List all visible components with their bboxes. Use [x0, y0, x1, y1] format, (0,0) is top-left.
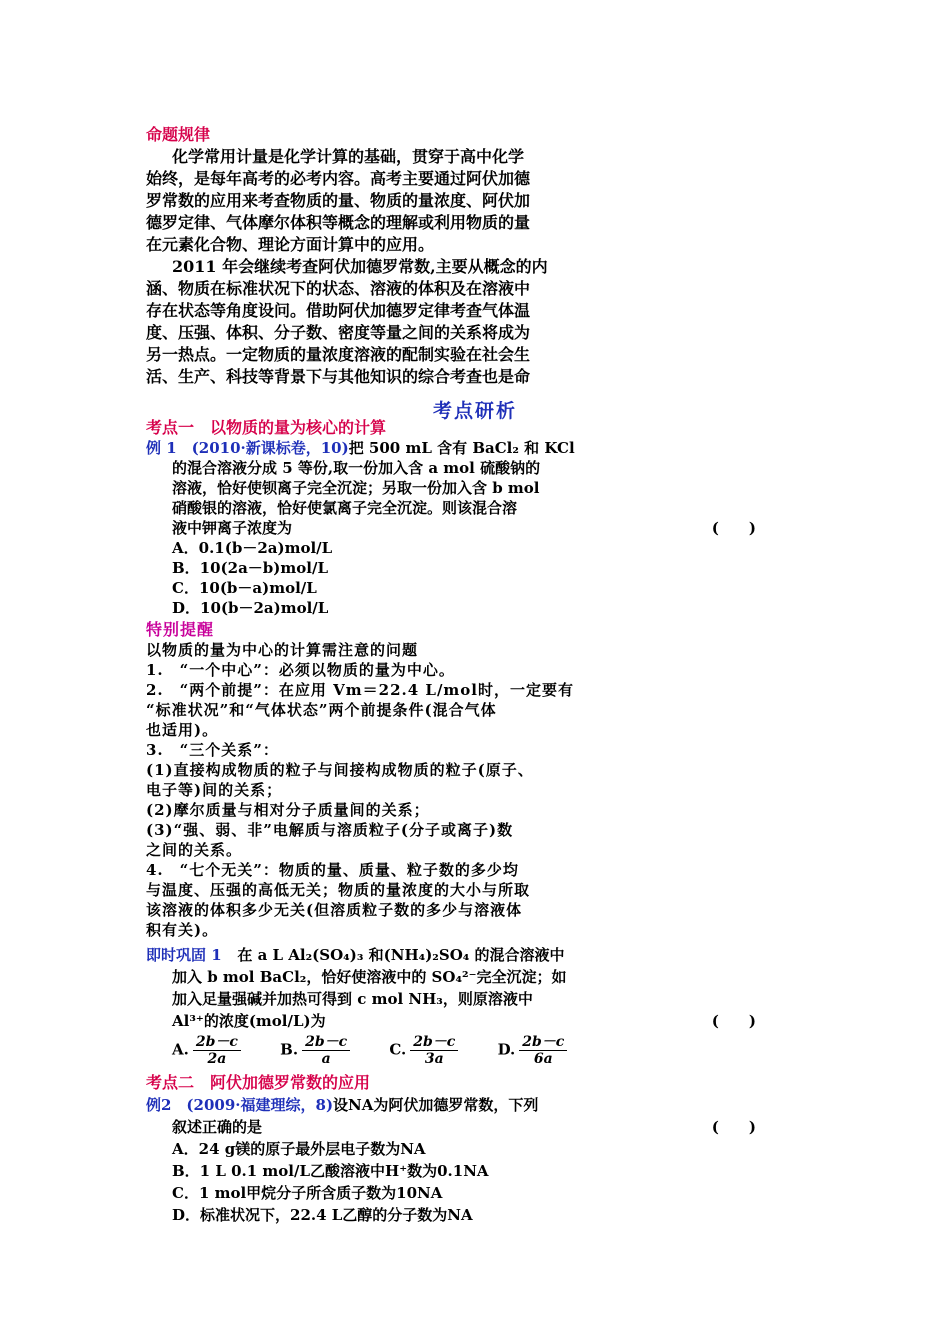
fraction-denominator: 6a — [533, 1051, 553, 1067]
fraction-numerator: 2b－c — [193, 1034, 241, 1051]
practice1-line: Al³⁺的浓度(mol/L)为 — [172, 1012, 326, 1030]
answer-paren: ( ) — [711, 519, 756, 537]
reminder-line: 与温度、压强的高低无关；物质的量浓度的大小与所取 — [146, 881, 531, 899]
reminder-line: 电子等)间的关系； — [146, 781, 283, 799]
reminder-line: 也适用)。 — [146, 721, 219, 739]
rule-p2-line: 度、压强、体积、分子数、密度等量之间的关系将成为 — [146, 323, 531, 342]
practice1-line: 加入 b mol BaCl₂，恰好使溶液中的 SO₄²⁻完全沉淀；如 — [172, 968, 567, 986]
reminder-line: (3)“强、弱、非”电解质与溶质粒子(分子或离子)数 — [146, 821, 514, 839]
reminder-line: 4. “七个无关”：物质的量、质量、粒子数的多少均 — [146, 861, 519, 879]
practice1-first-line — [146, 944, 786, 966]
rule-p1-line: 德罗定律、气体摩尔体积等概念的理解或利用物质的量 — [146, 213, 531, 232]
reminder-title: 以物质的量为中心的计算需注意的问题 — [146, 641, 419, 659]
option-c: C．10(b－a)mol/L — [172, 579, 317, 597]
example2-line: 设NA为阿伏加德罗常数，下列 — [333, 1096, 539, 1114]
rule-p2-line: 涵、物质在标准状况下的状态、溶液的体积及在溶液中 — [146, 279, 531, 298]
option-b: B．10(2a－b)mol/L — [172, 559, 328, 577]
option-letter: A. — [172, 1040, 189, 1059]
example1-line: 溶液，恰好使钡离子完全沉淀；另取一份加入含 b mol — [172, 479, 540, 497]
option-letter: D. — [497, 1040, 516, 1059]
point2-section — [146, 1072, 786, 1226]
reminder-line: 积有关)。 — [146, 921, 219, 939]
option-letter: C. — [389, 1040, 407, 1059]
practice1-section — [146, 944, 786, 1070]
reminder-line: “标准状况”和“气体状态”两个前提条件(混合气体 — [146, 701, 497, 719]
example1-last-line — [146, 518, 786, 538]
fraction — [410, 1034, 458, 1067]
example2-label: 例2 (2009·福建理综，8) — [146, 1096, 334, 1114]
practice1-line: 在 a L Al₂(SO₄)₃ 和(NH₄)₂SO₄ 的混合溶液中 — [237, 946, 565, 964]
fraction-numerator: 2b－c — [410, 1034, 458, 1051]
option-b: B．1 L 0.1 mol/L乙酸溶液中H⁺数为0.1NA — [172, 1162, 489, 1180]
example1-line: 液中钾离子浓度为 — [172, 519, 293, 537]
reminder-line: 之间的关系。 — [146, 841, 243, 859]
rule-p1-line: 在元素化合物、理论方面计算中的应用。 — [146, 235, 435, 254]
reminder-line: (1)直接构成物质的粒子与间接构成物质的粒子(原子、 — [146, 761, 534, 779]
reminder-section — [146, 620, 786, 940]
option-d — [498, 1034, 572, 1067]
option-c: C．1 mol甲烷分子所含质子数为10NA — [172, 1184, 443, 1202]
point2-heading: 考点二 阿伏加德罗常数的应用 — [146, 1073, 371, 1092]
example1-label: 例 1 (2010·新课标卷，10) — [146, 439, 349, 457]
point1-section — [146, 418, 786, 618]
reminder-line: 2. “两个前提”：在应用 Vm＝22.4 L/mol时，一定要有 — [146, 681, 575, 699]
example1-first-line — [146, 438, 786, 458]
option-a: A．0.1(b－2a)mol/L — [172, 539, 333, 557]
option-b — [280, 1034, 354, 1067]
point1-heading: 考点一 以物质的量为核心的计算 — [146, 418, 387, 437]
example2-second-line — [146, 1116, 786, 1138]
rule-p1-line: 始终，是每年高考的必考内容。高考主要通过阿伏加德 — [146, 169, 531, 188]
rule-p2-line: 2011 年会继续考查阿伏加德罗常数,主要从概念的内 — [172, 257, 548, 276]
option-d: D．10(b－2a)mol/L — [172, 599, 329, 617]
reminder-line: (2)摩尔质量与相对分子质量间的关系； — [146, 801, 430, 819]
option-a — [172, 1034, 245, 1067]
rule-heading: 命题规律 — [146, 125, 211, 144]
practice1-options — [146, 1034, 786, 1070]
reminder-line: 1. “一个中心”：必须以物质的量为中心。 — [146, 661, 455, 679]
reminder-heading: 特别提醒 — [146, 620, 215, 639]
option-a: A．24 g镁的原子最外层电子数为NA — [172, 1140, 426, 1158]
fraction — [193, 1034, 241, 1067]
rule-section — [146, 124, 786, 388]
fraction — [302, 1034, 350, 1067]
answer-paren: ( ) — [711, 1118, 756, 1136]
practice1-label: 即时巩固 1 — [146, 946, 222, 964]
practice1-last-line — [146, 1010, 786, 1032]
fraction-denominator: 2a — [207, 1051, 227, 1067]
rule-p2-line: 存在状态等角度设问。借助阿伏加德罗定律考查气体温 — [146, 301, 531, 320]
rule-p2-line: 另一热点。一定物质的量浓度溶液的配制实验在社会生 — [146, 345, 531, 364]
example2-line: 叙述正确的是 — [172, 1118, 263, 1136]
reminder-line: 3. “三个关系”： — [146, 741, 279, 759]
rule-p1-line: 化学常用计量是化学计算的基础，贯穿于高中化学 — [172, 147, 525, 166]
answer-paren: ( ) — [711, 1012, 756, 1030]
example1-line: 的混合溶液分成 5 等份,取一份加入含 a mol 硫酸钠的 — [172, 459, 541, 477]
example2-first-line — [146, 1094, 786, 1116]
option-d: D．标准状况下，22.4 L乙醇的分子数为NA — [172, 1206, 473, 1224]
reminder-line: 该溶液的体积多少无关(但溶质粒子数的多少与溶液体 — [146, 901, 523, 919]
fraction-denominator: a — [321, 1051, 331, 1067]
example1-line: 硝酸银的溶液，恰好使氯离子完全沉淀。则该混合溶 — [172, 499, 518, 517]
fraction-numerator: 2b－c — [519, 1034, 567, 1051]
fraction-numerator: 2b－c — [302, 1034, 350, 1051]
rule-p2-line: 活、生产、科技等背景下与其他知识的综合考查也是命 — [146, 367, 531, 386]
rule-p1-line: 罗常数的应用来考查物质的量、物质的量浓度、阿伏加 — [146, 191, 531, 210]
option-c — [389, 1034, 462, 1067]
fraction-denominator: 3a — [424, 1051, 444, 1067]
fraction — [519, 1034, 567, 1067]
practice1-line: 加入足量强碱并加热可得到 c mol NH₃，则原溶液中 — [172, 990, 533, 1008]
option-letter: B. — [280, 1040, 299, 1059]
example1-line: 把 500 mL 含有 BaCl₂ 和 KCl — [348, 439, 575, 457]
center-title: 考点研析 — [432, 400, 517, 422]
